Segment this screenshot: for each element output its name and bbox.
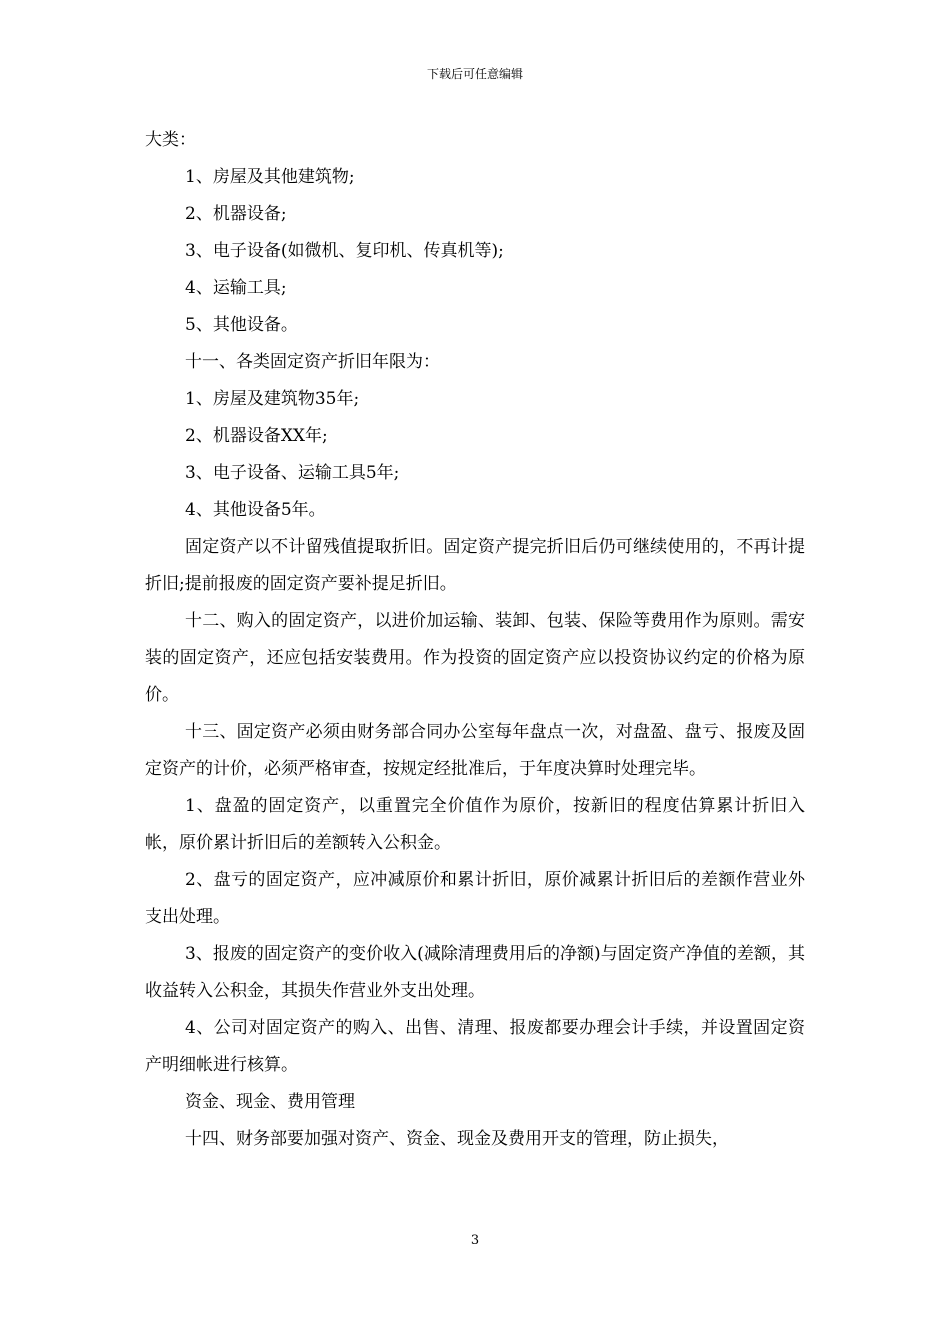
- paragraph: 4、其他设备5年。: [185, 500, 326, 520]
- paragraph: 3、电子设备(如微机、复印机、传真机等);: [185, 241, 504, 261]
- paragraph: 2、盘亏的固定资产，应冲减原价和累计折旧，原价减累计折旧后的差额作营业外支出处理。: [145, 870, 805, 927]
- paragraph: 4、公司对固定资产的购入、出售、清理、报废都要办理会计手续，并设置固定资产明细帐进行核算。: [145, 1018, 805, 1075]
- paragraph: 十三、固定资产必须由财务部合同办公室每年盘点一次，对盘盈、盘亏、报废及固定资产的计价，必须严格审查，按规定经批准后，于年度决算时处理完毕。: [145, 722, 805, 779]
- paragraph: 固定资产以不计留残值提取折旧。固定资产提完折旧后仍可继续使用的，不再计提折旧;提前报废的固定资产要补提足折旧。: [145, 537, 805, 594]
- page-number: 3: [470, 1233, 480, 1248]
- paragraph: 十二、购入的固定资产，以进价加运输、装卸、包装、保险等费用作为原则。需安装的固定资产，还应包括安装费用。作为投资的固定资产应以投资协议约定的价格为原价。: [145, 611, 805, 705]
- paragraph: 大类：: [145, 130, 196, 150]
- paragraph: 1、盘盈的固定资产，以重置完全价值作为原价，按新旧的程度估算累计折旧入帐，原价累计折旧后的差额转入公积金。: [145, 796, 805, 853]
- paragraph: 4、运输工具;: [185, 278, 287, 298]
- paragraph: 1、房屋及建筑物35年;: [185, 389, 360, 409]
- section-heading: 十一、各类固定资产折旧年限为：: [185, 352, 440, 372]
- paragraph: 3、电子设备、运输工具5年;: [185, 463, 400, 483]
- section-heading: 资金、现金、费用管理: [185, 1092, 355, 1112]
- paragraph: 5、其他设备。: [185, 315, 298, 335]
- paragraph: 1、房屋及其他建筑物;: [185, 167, 355, 187]
- paragraph: 3、报废的固定资产的变价收入(减除清理费用后的净额)与固定资产净值的差额，其收益转入公积金，其损失作营业外支出处理。: [145, 944, 805, 1001]
- paragraph: 2、机器设备XX年;: [185, 426, 328, 446]
- paragraph: 2、机器设备;: [185, 204, 287, 224]
- paragraph: 十四、财务部要加强对资产、资金、现金及费用开支的管理，防止损失，: [185, 1129, 729, 1149]
- document-body: [145, 122, 805, 1158]
- page-header: 下载后可任意编辑: [426, 67, 523, 81]
